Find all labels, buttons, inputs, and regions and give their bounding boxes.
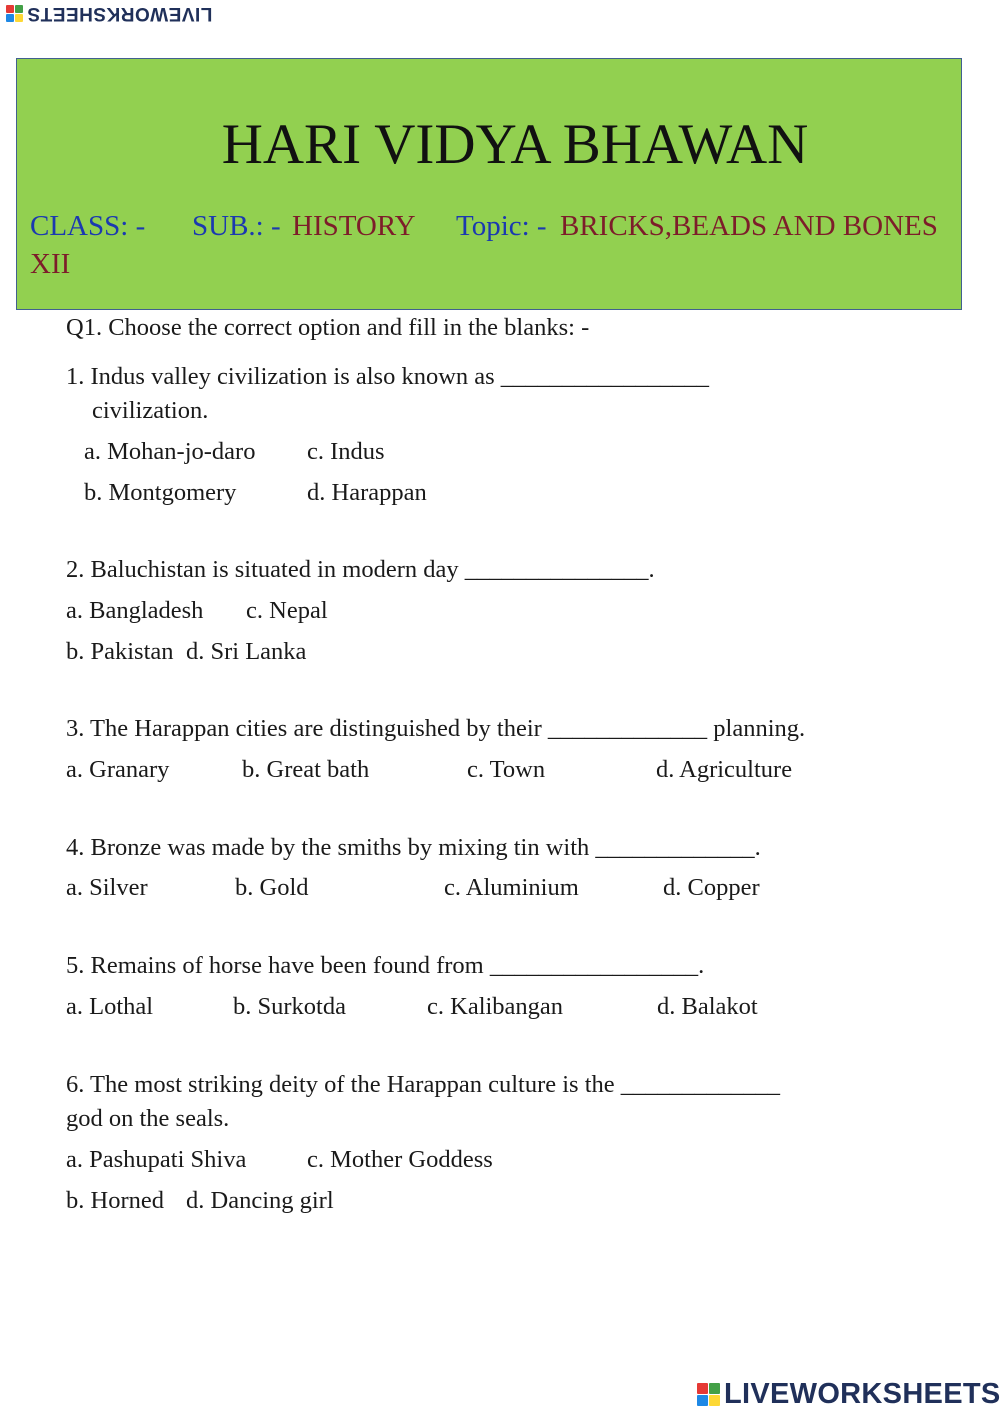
q4-option-d[interactable]: d. Copper — [663, 874, 760, 901]
question-2-text: 2. Baluchistan is situated in modern day _______________. — [66, 556, 655, 583]
q3-option-d[interactable]: d. Agriculture — [656, 756, 793, 783]
instructions: Q1. Choose the correct option and fill in the blanks: - — [66, 314, 590, 341]
q6-option-a[interactable]: a. Pashupati Shiva — [66, 1146, 247, 1173]
subject-label: SUB.: - — [192, 210, 281, 242]
bottom-watermark — [697, 1378, 1000, 1411]
question-5-text: 5. Remains of horse have been found from _________________. — [66, 952, 705, 979]
bottom-watermark-text: LIVEWORKSHEETS — [724, 1378, 1000, 1410]
q2-option-b[interactable]: b. Pakistan — [66, 638, 174, 665]
q3-option-b[interactable]: b. Great bath — [242, 756, 370, 783]
q3-option-c[interactable]: c. Town — [467, 756, 546, 783]
q5-option-c[interactable]: c. Kalibangan — [427, 993, 564, 1020]
question-3-text: 3. The Harappan cities are distinguished by their _____________ planning. — [66, 715, 806, 742]
q1-option-b[interactable]: b. Montgomery — [84, 479, 237, 506]
question-1-text-cont: civilization. — [92, 397, 209, 424]
q1-option-a[interactable]: a. Mohan-jo-daro — [84, 438, 256, 465]
top-watermark — [6, 2, 212, 24]
class-label: CLASS: - — [30, 210, 146, 242]
q4-option-a[interactable]: a. Silver — [66, 874, 148, 901]
q5-option-a[interactable]: a. Lothal — [66, 993, 154, 1020]
q4-option-b[interactable]: b. Gold — [235, 874, 309, 901]
q5-option-b[interactable]: b. Surkotda — [233, 993, 346, 1020]
q1-option-d[interactable]: d. Harappan — [307, 479, 427, 506]
liveworksheets-logo-icon — [6, 5, 23, 22]
question-6-text-cont: god on the seals. — [66, 1105, 230, 1132]
q1-option-c[interactable]: c. Indus — [307, 438, 385, 465]
school-name: HARI VIDYA BHAWAN — [221, 113, 809, 176]
top-watermark-text: LIVEWORKSHEETS — [27, 3, 213, 24]
topic-label: Topic: - — [456, 210, 547, 242]
subject-value: HISTORY — [292, 210, 416, 242]
q6-option-c[interactable]: c. Mother Goddess — [307, 1146, 493, 1173]
liveworksheets-logo-icon — [697, 1383, 720, 1406]
question-1-text: 1. Indus valley civilization is also known as _________________ — [66, 363, 710, 390]
q2-option-a[interactable]: a. Bangladesh — [66, 597, 204, 624]
q4-option-c[interactable]: c. Aluminium — [444, 874, 579, 901]
topic-value: BRICKS,BEADS AND BONES — [560, 210, 938, 242]
class-value: XII — [30, 248, 71, 280]
q3-option-a[interactable]: a. Granary — [66, 756, 170, 783]
question-6-text: 6. The most striking deity of the Harappan culture is the _____________ — [66, 1071, 781, 1098]
question-4-text: 4. Bronze was made by the smiths by mixing tin with _____________. — [66, 834, 761, 861]
q6-option-b[interactable]: b. Horned — [66, 1187, 164, 1214]
header-box — [16, 58, 962, 310]
q5-option-d[interactable]: d. Balakot — [657, 993, 758, 1020]
q2-option-c[interactable]: c. Nepal — [246, 597, 328, 624]
q6-option-d[interactable]: d. Dancing girl — [186, 1187, 334, 1214]
q2-option-d[interactable]: d. Sri Lanka — [186, 638, 307, 665]
